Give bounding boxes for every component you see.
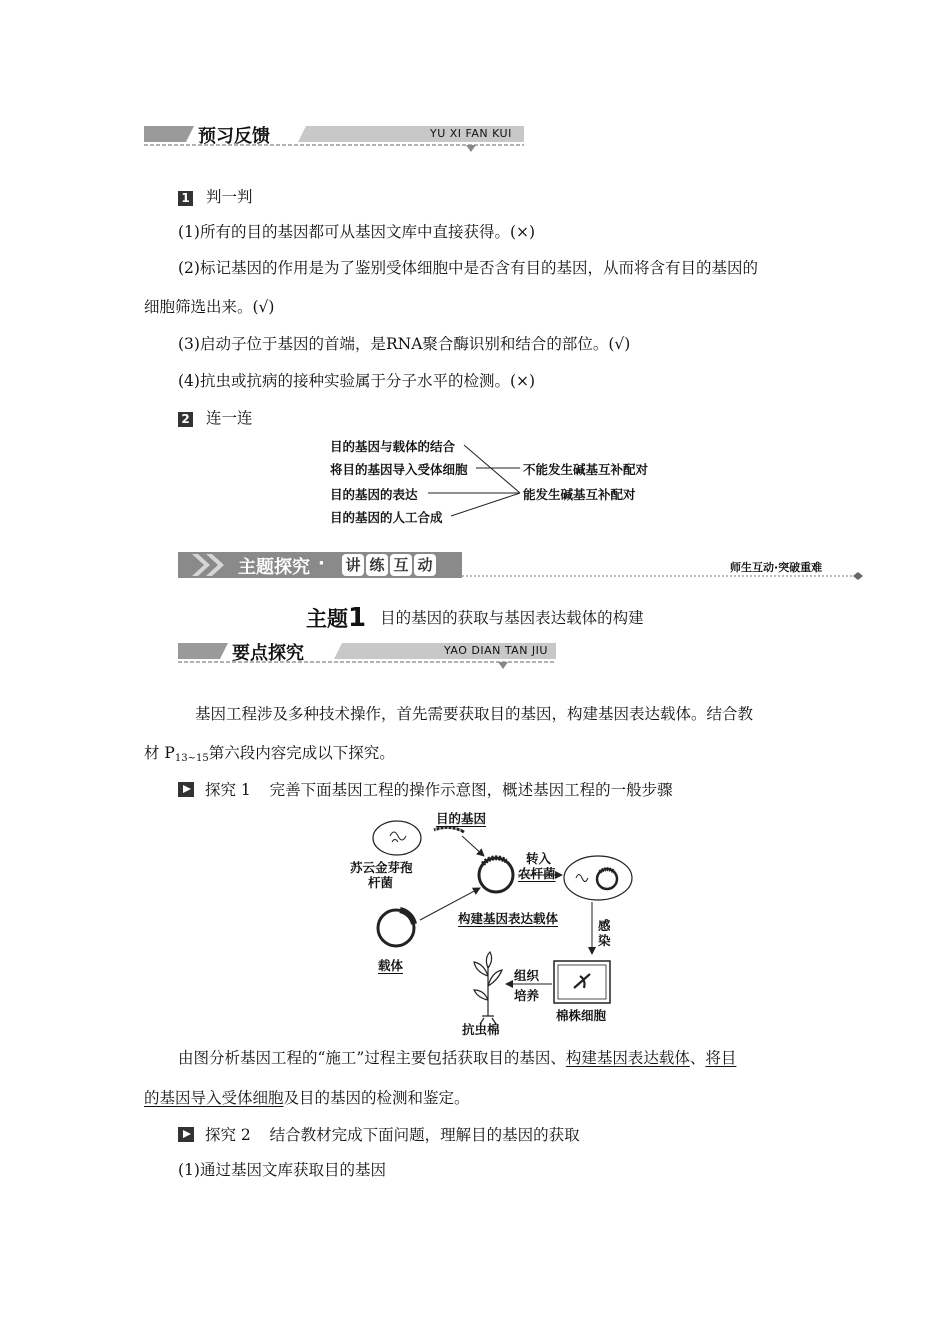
intro-line-2-b: 第六段内容完成以下探究。 <box>208 744 395 762</box>
label-cotton-cell: 棉株细胞 <box>556 1008 607 1023</box>
analysis-line-2 <box>144 1088 470 1108</box>
analysis-answer-2a: 将目 <box>705 1049 737 1067</box>
plant-icon <box>474 952 502 1024</box>
topic1-number: 1 <box>348 603 367 633</box>
intro-page-range: 13~15 <box>174 753 209 764</box>
recombinant-vector <box>479 858 513 892</box>
connect-left-3: 目的基因的表达 <box>330 487 418 502</box>
explore1-label: 探究 1 <box>204 781 251 799</box>
connect-heading-text: 连一连 <box>205 409 253 427</box>
topic-chip-1: 讲 <box>342 554 364 576</box>
topic-chip-2: 练 <box>366 554 388 576</box>
agrobacterium-cell <box>564 856 632 900</box>
vector-plasmid <box>378 910 414 946</box>
bacillus-cell <box>373 821 421 855</box>
analysis-line-1 <box>178 1048 736 1068</box>
connect-number-badge: 2 <box>178 412 193 427</box>
judge-number-badge: 1 <box>178 191 193 206</box>
topic-banner-right: 师生互动·突破重难 <box>730 561 823 574</box>
keypoints-title: 要点探究 <box>232 643 304 664</box>
connect-diagram <box>330 434 670 526</box>
judge-heading-text: 判一判 <box>205 188 253 206</box>
keypoints-subtitle-en: YAO DIAN TAN JIU <box>444 644 548 657</box>
connect-left-4: 目的基因的人工合成 <box>330 510 443 525</box>
topic-chip-3: 互 <box>390 554 412 576</box>
play-triangle-icon <box>178 1127 194 1142</box>
label-transfer-2: 农杆菌 <box>518 866 556 881</box>
label-transfer-1: 转入 <box>526 851 552 866</box>
label-build-vector: 构建基因表达载体 <box>458 911 559 926</box>
topic1-title: 目的基因的获取与基因表达载体的构建 <box>380 609 644 627</box>
label-culture-1: 组织 <box>514 968 540 983</box>
judge-heading <box>178 187 252 207</box>
label-vector: 载体 <box>378 958 404 973</box>
preview-banner <box>144 124 524 152</box>
explore2-heading <box>178 1125 580 1145</box>
judge-item-3: (3)启动子位于基因的首端，是RNA聚合酶识别和结合的部位。(√) <box>178 335 631 353</box>
intro-line-2-a: 材 P <box>144 744 175 762</box>
genetic-engineering-diagram <box>340 806 650 1037</box>
preview-title: 预习反馈 <box>198 126 270 147</box>
topic-banner-dot: · <box>318 553 325 574</box>
label-target-gene: 目的基因 <box>436 811 487 826</box>
connect-heading <box>178 408 252 428</box>
analysis-answer-1: 构建基因表达载体 <box>565 1049 690 1067</box>
judge-item-2-cont: 细胞筛选出来。(√) <box>144 298 275 316</box>
sub-question-1: (1)通过基因文库获取目的基因 <box>178 1161 386 1179</box>
topic1-label: 主题 <box>306 607 348 631</box>
connect-left-1: 目的基因与载体的结合 <box>330 439 456 454</box>
topic-banner-title: 主题探究 <box>238 557 310 578</box>
label-culture-2: 培养 <box>514 988 540 1003</box>
connect-left-2: 将目的基因导入受体细胞 <box>330 462 468 477</box>
intro-line-1: 基因工程涉及多种技术操作，首先需要获取目的基因，构建基因表达载体。结合教 <box>195 705 754 723</box>
analysis-answer-2b: 的基因导入受体细胞 <box>144 1089 284 1107</box>
cotton-cell <box>554 961 610 1003</box>
topic1-heading <box>306 603 644 633</box>
preview-subtitle-en: YU XI FAN KUI <box>430 127 512 140</box>
analysis-b: 、 <box>689 1049 706 1067</box>
explore2-label: 探究 2 <box>204 1126 251 1144</box>
keypoints-banner <box>178 640 556 670</box>
label-bacillus-2: 杆菌 <box>368 875 394 890</box>
label-bacillus-1: 苏云金芽孢 <box>350 860 413 875</box>
connect-right-2: 能发生碱基互补配对 <box>523 487 636 502</box>
connect-right-1: 不能发生碱基互补配对 <box>523 462 649 477</box>
analysis-c: 及目的基因的检测和鉴定。 <box>283 1089 470 1107</box>
topic-banner-chips <box>342 554 436 576</box>
explore2-text: 结合教材完成下面问题，理解目的基因的获取 <box>269 1126 580 1144</box>
judge-item-2: (2)标记基因的作用是为了鉴别受体细胞中是否含有目的基因，从而将含有目的基因的 <box>178 259 758 277</box>
explore1-text: 完善下面基因工程的操作示意图，概述基因工程的一般步骤 <box>269 781 673 799</box>
explore1-heading <box>178 780 673 800</box>
play-triangle-icon <box>178 782 194 797</box>
analysis-a: 由图分析基因工程的“施工”过程主要包括获取目的基因、 <box>178 1049 566 1067</box>
topic-chip-4: 动 <box>414 554 436 576</box>
topic-banner <box>178 550 868 582</box>
judge-item-1: (1)所有的目的基因都可从基因文库中直接获得。(×) <box>178 223 536 241</box>
label-infect-2: 染 <box>598 933 611 948</box>
judge-item-4: (4)抗虫或抗病的接种实验属于分子水平的检测。(×) <box>178 372 536 390</box>
label-insect-cotton: 抗虫棉 <box>462 1022 500 1037</box>
label-infect-1: 感 <box>598 918 611 933</box>
intro-line-2 <box>144 743 395 769</box>
